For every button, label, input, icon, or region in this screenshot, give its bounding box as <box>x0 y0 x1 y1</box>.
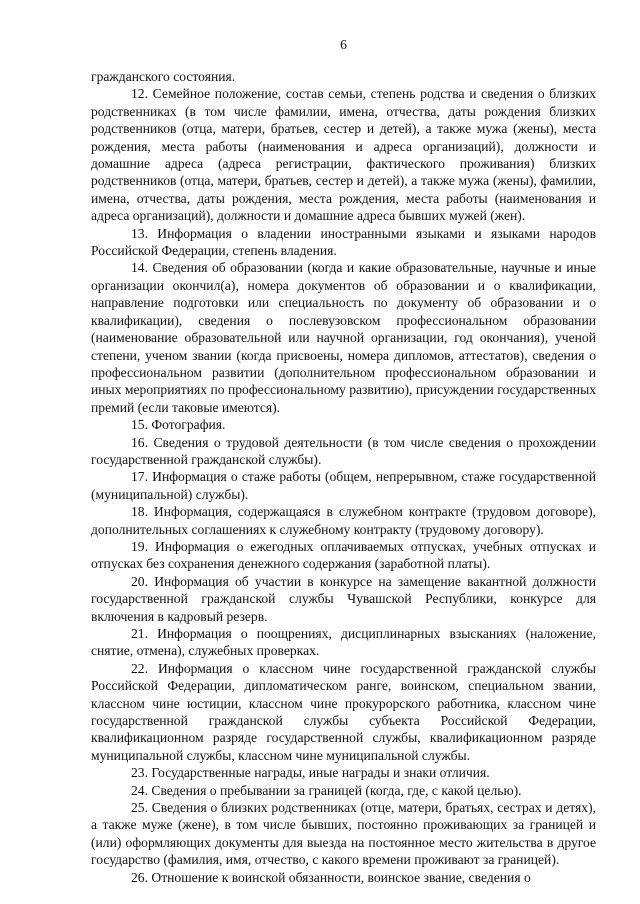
paragraph-item-24: 24. Сведения о пребывании за границей (когда, где, с какой целью). <box>131 782 522 798</box>
document-page <box>91 36 596 886</box>
paragraph-item-25: 25. Сведения о близких родственниках (отце, матери, братьях, сестрах и детях), а также муже (жене), в том числе бывших, постоянно проживающих за границей и (или) оформляющих документы для выезда на постоянное место жительства в другое государство (фамилия, имя, отчество, с какого времени проживают за границей). <box>91 800 596 868</box>
paragraph-item-21: 21. Информация о поощрениях, дисциплинарных взысканиях (наложение, снятие, отмена), служебных проверках. <box>91 626 596 659</box>
paragraph-item-12: 12. Семейное положение, состав семьи, степень родства и сведения о близких родственниках (в том числе фамилии, имена, отчества, даты рождения близких родственников (отца, матери, братьев, сестер и детей), а также мужа (жены), места рождения, места работы (наименования и адреса организаций), должности и домашние адреса (адреса регистрации, фактического проживания) близких родственников (отца, матери, братьев, сестер и детей), а также мужа (жены), фамилии, имена, отчества, даты рождения, места рождения, места работы (наименования и адреса организаций), должности и домашние адреса бывших мужей (жен). <box>91 86 596 224</box>
paragraph-item-14: 14. Сведения об образовании (когда и какие образовательные, научные и иные организации окончил(а), номера документов об образовании и о квалификации, направление подготовки или специальность по документу об образовании и о квалификации), сведения о послевузовском профессиональном образовании (наименование образовательной или научной организации, год окончания), ученой степени, ученом звании (когда присвоены, номера дипломов, аттестатов), сведения о профессиональном развитии (дополнительном профессиональном образовании и иных мероприятиях по профессиональному развитию), присуждении государственных премий (если таковые имеются). <box>91 260 596 415</box>
page-number: 6 <box>340 37 347 52</box>
paragraph-item-20: 20. Информация об участии в конкурсе на замещение вакантной должности государственной гражданской службы Чувашской Республики, конкурсе для включения в кадровый резерв. <box>91 573 596 624</box>
paragraph-item-18: 18. Информация, содержащаяся в служебном контракте (трудовом договоре), дополнительных соглашениях к служебному контракту (трудовому договору). <box>91 504 596 537</box>
paragraph-item-16: 16. Сведения о трудовой деятельности (в том числе сведения о прохождении государственной гражданской службы). <box>91 434 596 467</box>
paragraph-item-17: 17. Информация о стаже работы (общем, непрерывном, стаже государственной (муниципальной) службы). <box>91 469 596 502</box>
paragraph-item-22: 22. Информация о классном чине государственной гражданской службы Российской Федерации, дипломатическом ранге, воинском, специальном звании, классном чине юстиции, классном чине прокурорского работника, классном чине государственной гражданской службы субъекта Российской Федерации, квалификационном разряде государственной службы, квалификационном разряде муниципальной службы, классном чине муниципальной службы. <box>91 660 596 763</box>
paragraph-item-26: 26. Отношение к воинской обязанности, воинское звание, сведения о <box>131 869 531 885</box>
paragraph-continuation: гражданского состояния. <box>91 69 236 84</box>
paragraph-item-23: 23. Государственные награды, иные награды и знаки отличия. <box>131 765 490 781</box>
paragraph-item-13: 13. Информация о владении иностранными языками и языками народов Российской Федерации, степень владения. <box>91 225 596 259</box>
paragraph-item-19: 19. Информация о ежегодных оплачиваемых отпусках, учебных отпусках и отпусках без сохранения денежного содержания (заработной платы). <box>91 538 596 572</box>
paragraph-item-15: 15. Фотография. <box>131 417 226 433</box>
